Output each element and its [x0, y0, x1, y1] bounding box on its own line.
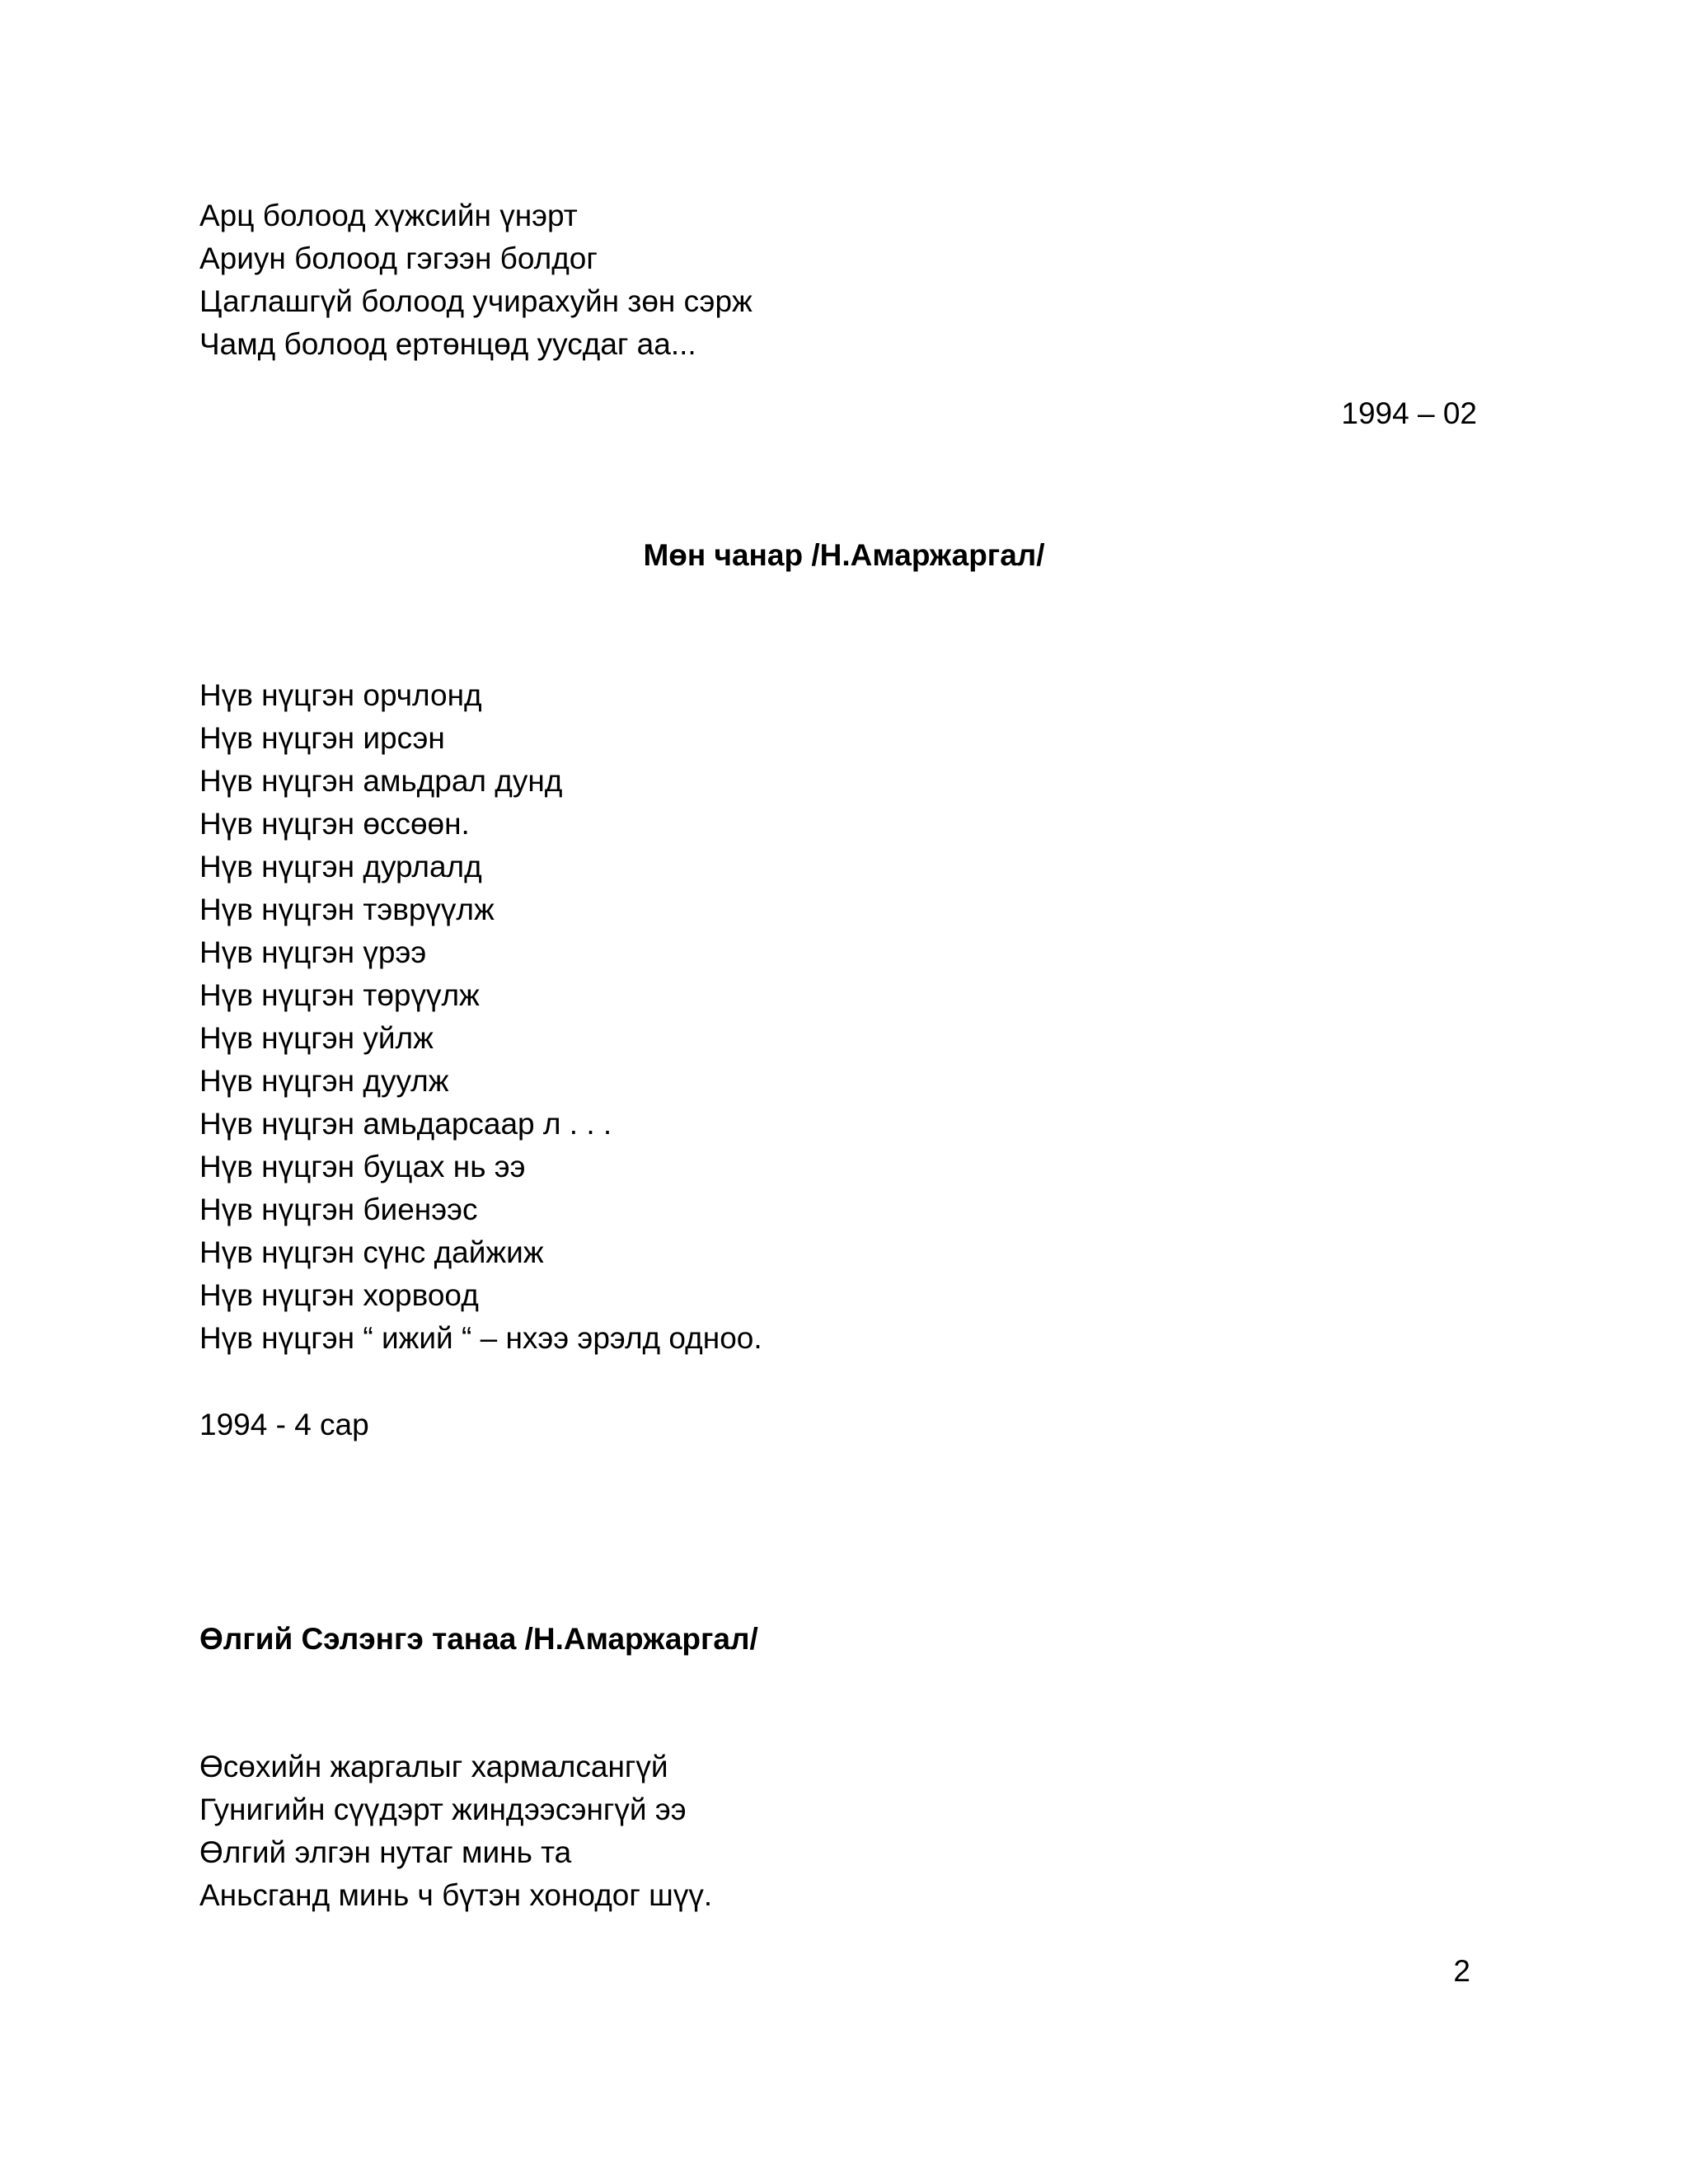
- poem2-line: Нүв нүцгэн орчлонд: [199, 678, 482, 712]
- poem2-line: Нүв нүцгэн сүнс дайжиж: [199, 1235, 544, 1269]
- poem2-line: Нүв нүцгэн дурлалд: [199, 850, 482, 883]
- poem2-line: Нүв нүцгэн төрүүлж: [199, 978, 480, 1012]
- poem2-line: Нүв нүцгэн “ ижий “ – нхээ эрэлд одноо.: [199, 1321, 762, 1355]
- poem3-title: Өлгий Сэлэнгэ танаа /Н.Амаржаргал/: [199, 1622, 758, 1656]
- poem2-line: Нүв нүцгэн өссөөн.: [199, 807, 470, 841]
- poem2-line: Нүв нүцгэн дуулж: [199, 1064, 449, 1098]
- poem1-line: Цаглашгүй болоод учирахуйн зөн сэрж: [199, 284, 753, 318]
- poem1-line: Арц болоод хүжсийн үнэрт: [199, 199, 578, 232]
- poem2-line: Нүв нүцгэн үрээ: [199, 935, 427, 969]
- poem2-line: Нүв нүцгэн биенээс: [199, 1193, 478, 1226]
- poem2-date: 1994 - 4 сар: [199, 1408, 369, 1441]
- poem3-line: Өсөхийн жаргалыг хармалсангүй: [199, 1750, 668, 1783]
- poem1-line: Чамд болоод ертөнцөд уусдаг аа...: [199, 327, 696, 361]
- page-number: 2: [1453, 1954, 1470, 1988]
- poem2-line: Нүв нүцгэн уйлж: [199, 1021, 434, 1055]
- poem2-line: Нүв нүцгэн хорвоод: [199, 1278, 479, 1312]
- poem2-line: Нүв нүцгэн амьдрал дунд: [199, 764, 563, 798]
- poem2-line: Нүв нүцгэн амьдарсаар л . . .: [199, 1107, 612, 1141]
- poem3-line: Гунигийн сүүдэрт жиндээсэнгүй ээ: [199, 1793, 687, 1826]
- poem3-line: Аньсганд минь ч бүтэн хонодог шүү.: [199, 1878, 713, 1912]
- poem1-date: 1994 – 02: [1341, 396, 1477, 430]
- poem2-line: Нүв нүцгэн тэврүүлж: [199, 893, 495, 926]
- poem3-line: Өлгий элгэн нутаг минь та: [199, 1835, 572, 1869]
- poem2-line: Нүв нүцгэн буцах нь ээ: [199, 1150, 526, 1183]
- poem2-title: Мөн чанар /Н.Амаржаргал/: [643, 538, 1045, 572]
- poem2-line: Нүв нүцгэн ирсэн: [199, 721, 445, 755]
- poem1-line: Ариун болоод гэгээн болдог: [199, 241, 598, 275]
